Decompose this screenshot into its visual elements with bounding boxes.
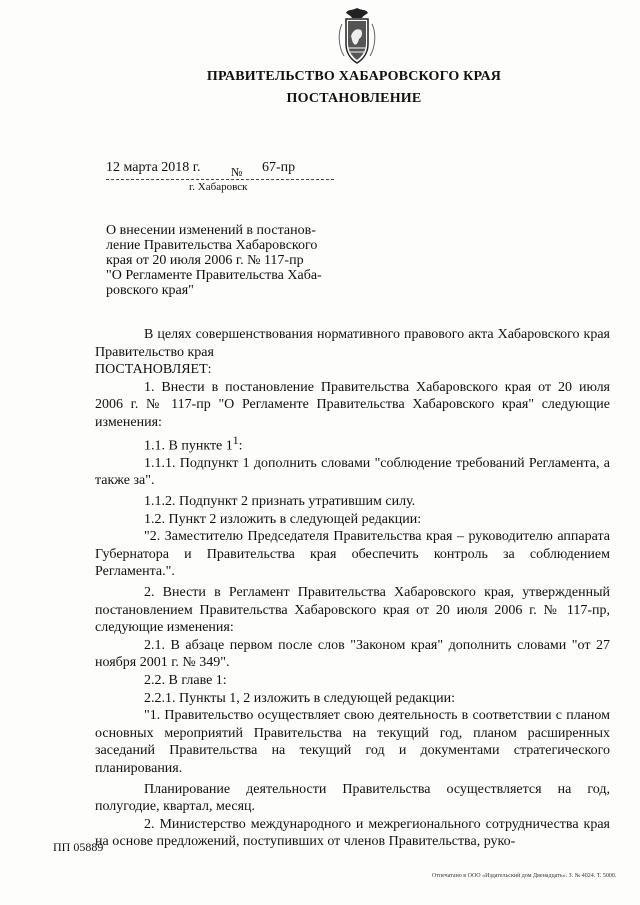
paragraph: 2.1. В абзаце первом после слов "Законом края" дополнить словами "от 27 ноября 2001 г. № 349". <box>95 637 610 671</box>
document-type-title: ПОСТАНОВЛЕНИЕ <box>286 91 422 106</box>
printer-imprint: Отпечатано в ООО «Издательский дом Двенадцать». З. № 4024. Т. 5000. <box>432 873 617 879</box>
subject-line: ление Правительства Хабаровского <box>106 238 318 253</box>
paragraph-colon: : <box>238 438 243 454</box>
footnote-mark: 1 <box>232 433 239 447</box>
paragraph-decree: ПОСТАНОВЛЯЕТ: <box>95 362 212 378</box>
document-subject <box>106 223 346 298</box>
paragraph: 2. Министерство международного и межрегионального сотрудничества края на основе предложений, поступивших от членов Правительства, руко- <box>95 816 610 850</box>
paragraph: 2. Внести в Регламент Правительства Хабаровского края, утвержденный постановлением Правительства Хабаровского края от 20 июля 2006 г. № 117-пр, следующие изменения: <box>95 584 610 636</box>
paragraph <box>95 432 610 455</box>
document-date: 12 марта 2018 г. <box>106 160 201 175</box>
document-body <box>95 326 610 851</box>
paragraph: 1.2. Пункт 2 изложить в следующей редакции: <box>144 511 422 527</box>
paragraph: В целях совершенствования нормативного правового акта Хабаровского края Правительство края <box>95 327 610 360</box>
paragraph: Планирование деятельности Правительства осуществляется на год, полугодие, квартал, месяц. <box>95 781 610 815</box>
paragraph: 2.2. В главе 1: <box>144 672 227 688</box>
subject-line: края от 20 июля 2006 г. № 117-пр <box>106 253 304 268</box>
document-city: г. Хабаровск <box>189 181 248 193</box>
paragraph: 1.1.1. Подпункт 1 дополнить словами "соблюдение требований Регламента, а также за". <box>95 455 610 489</box>
paragraph-text: 1.1. В пункте 1 <box>144 438 233 454</box>
subject-line: "О Регламенте Правительства Хаба- <box>106 268 322 283</box>
paragraph: 1.1.2. Подпункт 2 признать утратившим силу. <box>144 494 416 509</box>
document-number: 67-пр <box>262 160 296 175</box>
coat-of-arms-icon <box>332 6 382 68</box>
paragraph: "2. Заместителю Председателя Правительства края – руководителю аппарата Губернатора и Правительства края обеспечить контроль за соблюдением Регламента.". <box>95 529 610 580</box>
paragraph: 1. Внести в постановление Правительства Хабаровского края от 20 июля 2006 г. № 117-пр "О Регламенте Правительства Хабаровского края" следующие изменения: <box>95 379 610 430</box>
paragraph: "1. Правительство осуществляет свою деятельность в соответствии с планом основных мероприятий Правительства на текущий год, планом расширенных заседаний Правительства на текущий год и документами стратегического планирования. <box>95 708 610 776</box>
subject-line: ровского края" <box>106 283 194 298</box>
organization-title: ПРАВИТЕЛЬСТВО ХАБАРОВСКОГО КРАЯ <box>206 69 502 84</box>
number-sign: № <box>231 165 243 179</box>
paragraph: 2.2.1. Пункты 1, 2 изложить в следующей редакции: <box>144 690 456 706</box>
document-code: ПП 05889 <box>53 840 104 854</box>
subject-line: О внесении изменений в постанов- <box>106 223 316 238</box>
date-underline <box>106 179 334 180</box>
